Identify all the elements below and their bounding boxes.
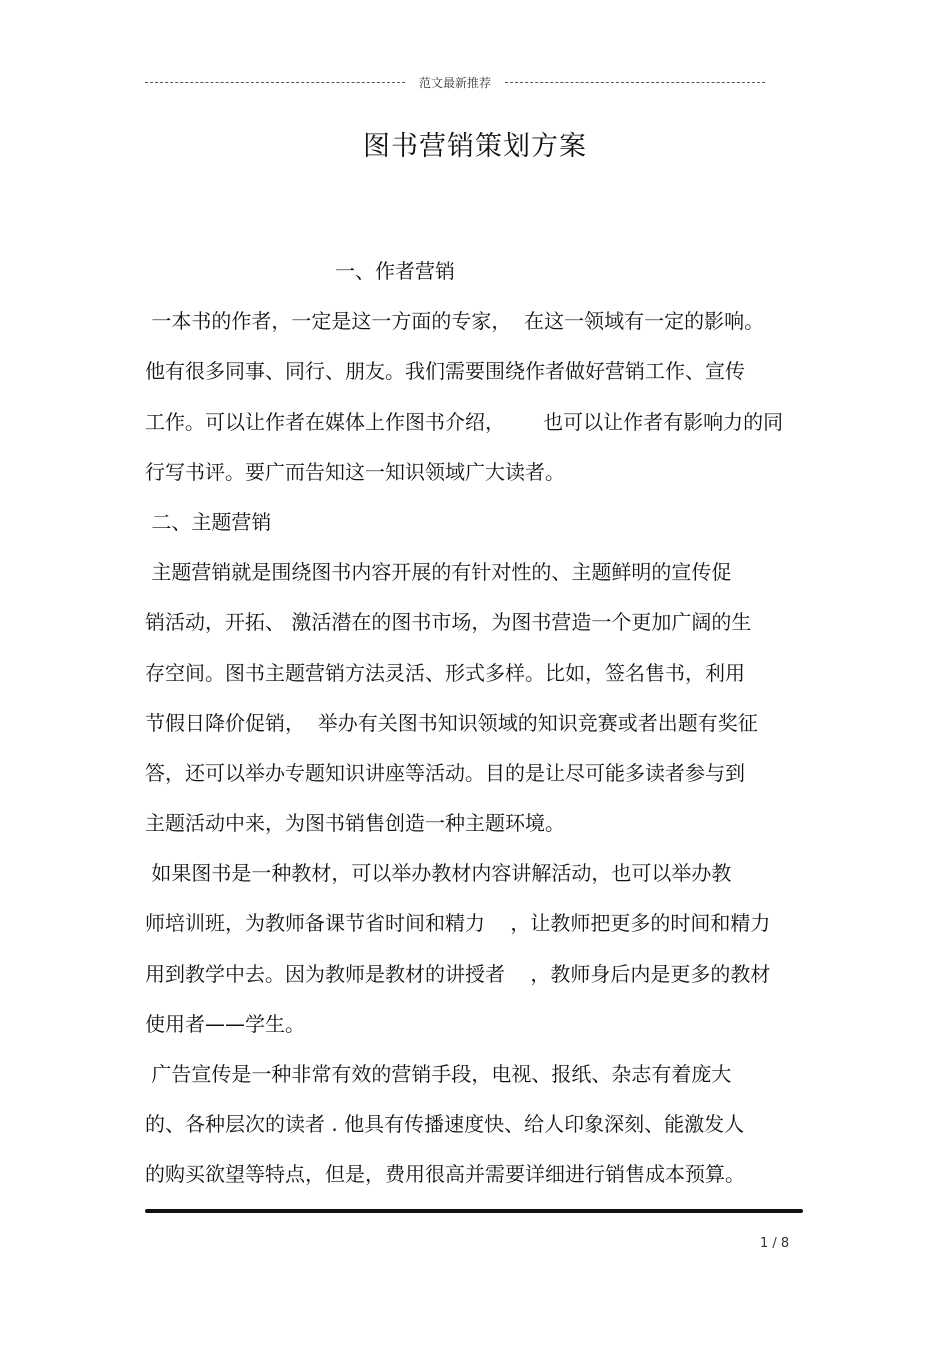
paragraph-line: 广告宣传是一种非常有效的营销手段，电视、报纸、杂志有着庞大 bbox=[145, 1062, 732, 1086]
paragraph-line: 工作。可以让作者在媒体上作图书介绍， 也可以让作者有影响力的同 bbox=[145, 409, 784, 434]
document-title: 图书营销策划方案 bbox=[363, 131, 587, 162]
paragraph-line: 师培训班，为教师备课节省时间和精力 ，让教师把更多的时间和精力 bbox=[145, 911, 771, 936]
paragraph-line: 使用者——学生。 bbox=[145, 1011, 305, 1036]
footer-rule bbox=[145, 1209, 803, 1213]
paragraph-line: 销活动，开拓、 激活潜在的图书市场，为图书营造一个更加广阔的生 bbox=[145, 610, 752, 635]
paragraph-line: 如果图书是一种教材，可以举办教材内容讲解活动，也可以举办教 bbox=[145, 861, 732, 886]
paragraph-line: 他有很多同事、同行、朋友。我们需要围绕作者做好营销工作、宣传 bbox=[145, 359, 745, 384]
paragraph-line: 主题营销就是围绕图书内容开展的有针对性的、主题鲜明的宣传促 bbox=[145, 560, 732, 585]
paragraph-line: 的、各种层次的读者 . 他具有传播速度快、给人印象深刻、能激发人 bbox=[145, 1112, 745, 1137]
paragraph-line: 用到教学中去。因为教师是教材的讲授者 ，教师身后内是更多的教材 bbox=[145, 961, 771, 986]
section-heading-theme-marketing: 二、主题营销 bbox=[145, 509, 272, 534]
document-body bbox=[145, 246, 795, 1200]
paragraph-line: 一本书的作者，一定是这一方面的专家， 在这一领域有一定的影响。 bbox=[145, 309, 765, 334]
page-header bbox=[145, 72, 765, 92]
section-heading-author-marketing: 一、作者营销 bbox=[335, 259, 455, 283]
paragraph-line: 行写书评。要广而告知这一知识领域广大读者。 bbox=[145, 459, 565, 484]
header-dashed-line-right bbox=[505, 82, 765, 83]
page-number: 1 / 8 bbox=[760, 1236, 790, 1251]
header-text: 范文最新推荐 bbox=[419, 75, 492, 90]
paragraph-line: 主题活动中来，为图书销售创造一种主题环境。 bbox=[145, 811, 565, 836]
paragraph-line: 存空间。图书主题营销方法灵活、形式多样。比如，签名售书，利用 bbox=[145, 660, 745, 685]
paragraph-line: 节假日降价促销， 举办有关图书知识领域的知识竞赛或者出题有奖征 bbox=[145, 710, 758, 735]
paragraph-line: 答，还可以举办专题知识讲座等活动。目的是让尽可能多读者参与到 bbox=[145, 760, 745, 785]
header-dashed-line-left bbox=[145, 82, 405, 83]
paragraph-line: 的购买欲望等特点，但是，费用很高并需要详细进行销售成本预算。 bbox=[145, 1162, 745, 1187]
